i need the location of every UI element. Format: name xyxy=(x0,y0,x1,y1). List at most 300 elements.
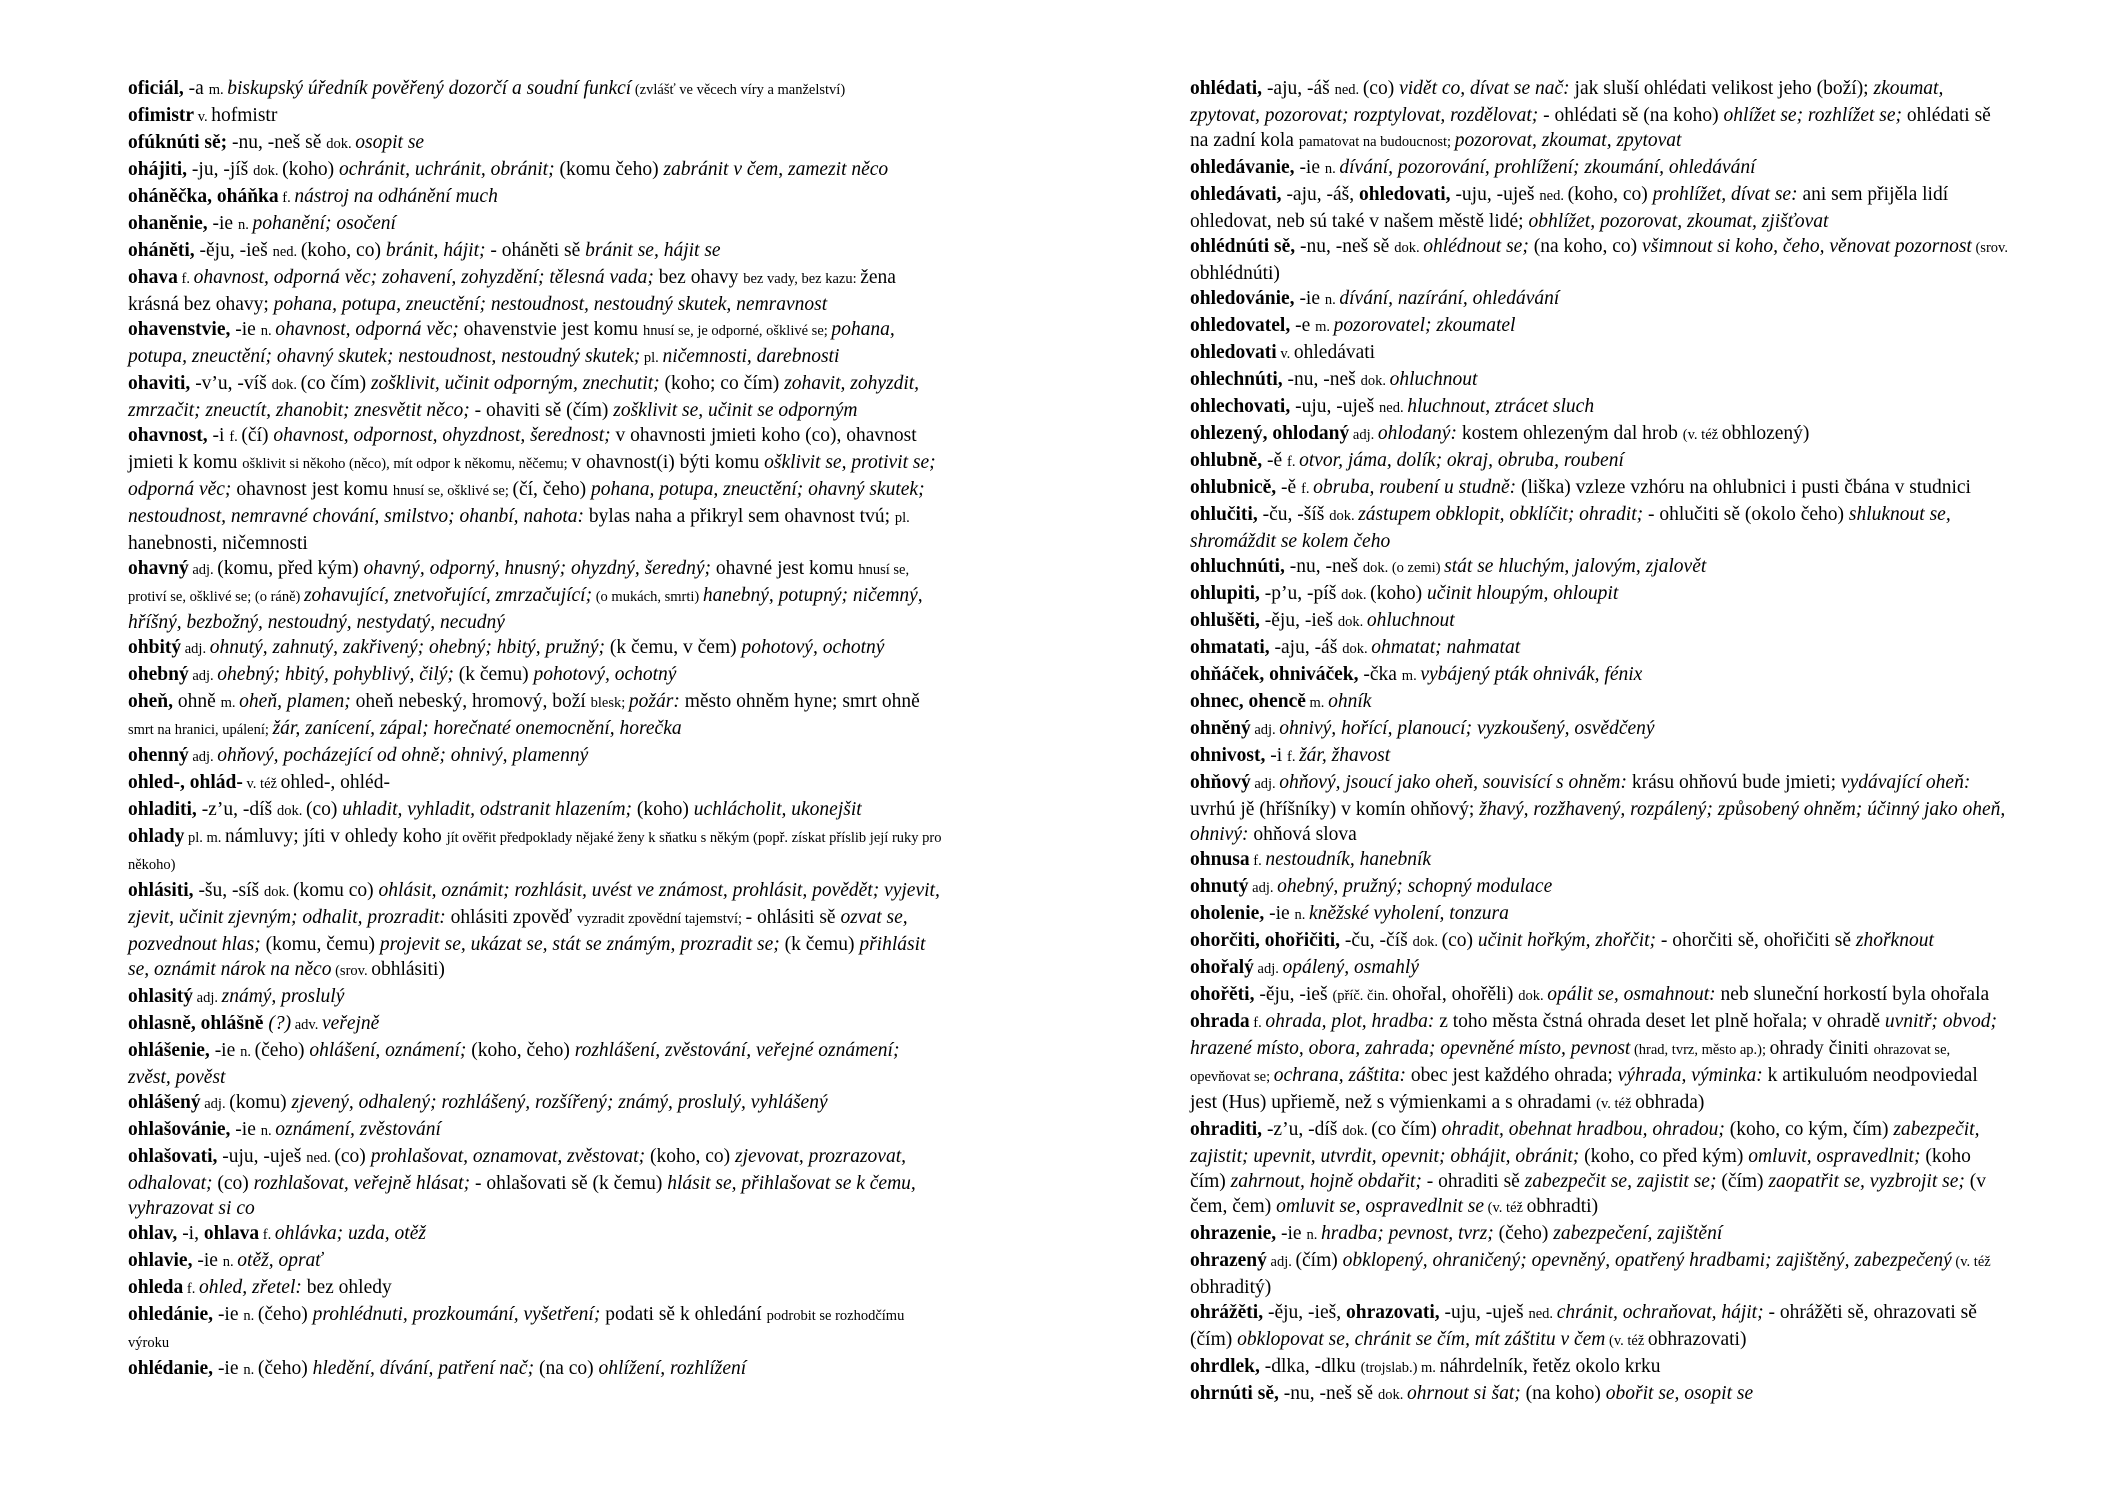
entry-definition: uchlácholit, ukonejšit xyxy=(693,799,862,820)
entry-definition: zohavující, znetvořující, zmrzačující; xyxy=(303,585,593,606)
dictionary-entry xyxy=(128,317,946,371)
entry-label: f. xyxy=(259,1227,275,1243)
entry-label: ned. xyxy=(1334,82,1363,98)
entry-label: podrobit se rozhodčímu výroku xyxy=(128,1308,905,1351)
entry-label: dok. xyxy=(1518,988,1548,1004)
dictionary-entry xyxy=(1190,475,2008,502)
entry-text: námluvy; jíti v ohledy koho xyxy=(225,826,447,847)
entry-text: (koho) xyxy=(1370,583,1428,604)
entry-text: -nu, -neš sě xyxy=(227,132,327,153)
entry-definition: ochrana, záštita: xyxy=(1273,1065,1406,1086)
entry-headword: ohavenstvie, xyxy=(128,319,231,340)
entry-headword: ohlašovánie, xyxy=(128,1119,231,1140)
entry-definition: ohňový, pocházející od ohně; ohnivý, plamenný xyxy=(217,745,589,766)
entry-headword: ohluchnúti, xyxy=(1190,556,1285,577)
entry-headword: ohlášenie, xyxy=(128,1040,210,1061)
entry-definition: hanebný, potupný; ničemný, hříšný, bezbožný, nestoudný, nestydatý, necudný xyxy=(128,585,923,633)
entry-headword: ohnivost, xyxy=(1190,745,1266,766)
entry-label: (v. též xyxy=(1682,427,1722,443)
entry-text: -nu, -neš sě xyxy=(1295,236,1395,257)
entry-definition: otvor, jáma, dolík; okraj, obruba, roubení xyxy=(1299,450,1624,471)
entry-headword: ohlupiti, xyxy=(1190,583,1260,604)
entry-label: (v. též xyxy=(1605,1333,1648,1349)
entry-text: (čí, čeho) xyxy=(512,479,591,500)
dictionary-entry xyxy=(1190,1354,2008,1381)
entry-definition: požár: xyxy=(628,691,680,712)
dictionary-entry xyxy=(1190,1381,2008,1408)
entry-headword: oholenie, xyxy=(1190,903,1265,924)
entry-text: obec jest každého ohrada; xyxy=(1405,1065,1618,1086)
entry-definition: zabezpečit, zajistit; upevnit, utvrdit, opevnit; obhájit, obránit; xyxy=(1190,1119,1980,1167)
entry-definition: ohebný; hbitý, pohyblivý, čilý; xyxy=(217,664,454,685)
entry-headword: oheň, xyxy=(128,691,173,712)
entry-definition: zkoumat, zpytovat, pozorovat; rozptylovat, rozdělovat; xyxy=(1190,78,1944,126)
entry-label: pl. xyxy=(640,350,663,366)
dictionary-entry xyxy=(128,635,946,662)
entry-label: dok. xyxy=(1412,934,1442,950)
entry-text: (k čemu) xyxy=(453,664,534,685)
entry-label: adj. xyxy=(1250,722,1280,738)
entry-label: smrt na hranici, upálení; xyxy=(128,722,273,738)
entry-text: - ohrážěti sě, ohrazovati sě (čím) xyxy=(1190,1302,1977,1350)
entry-headword: ohlava xyxy=(203,1223,260,1244)
entry-headword: ohrážěti, xyxy=(1190,1302,1264,1323)
entry-definition: oznámení, zvěstování xyxy=(275,1119,441,1140)
entry-definition: oheň, plamen; xyxy=(239,691,351,712)
entry-definition: kněžské vyholení, tonzura xyxy=(1309,903,1509,924)
entry-text: neb sluneční horkostí byla ohořala xyxy=(1715,984,1990,1005)
entry-headword: ohněný xyxy=(1190,718,1251,739)
entry-definition: ohavnost, odporná věc; zohavení, zohyzdění; tělesná vada; xyxy=(193,267,654,288)
dictionary-entry xyxy=(1190,421,2008,448)
dictionary-entry xyxy=(1190,901,2008,928)
entry-label: m. xyxy=(208,82,228,98)
entry-headword: ohebný xyxy=(128,664,189,685)
entry-definition: ohrada, plot, hradba: xyxy=(1265,1011,1435,1032)
entry-text: ohledávati xyxy=(1293,342,1376,363)
entry-definition: ohnutý, zahnutý, zakřivený; ohebný; hbitý, pružný; xyxy=(209,637,606,658)
entry-definition: ohlásit, oznámit; rozhlásit, uvést ve známost, prohlásit, povědět; vyjevit, zjevit, učinit zjevným; odhalit, prozradit: xyxy=(128,880,940,928)
entry-definition: ozvat se, pozvednout hlas; xyxy=(128,907,908,955)
entry-headword: ohledovánie, xyxy=(1190,288,1295,309)
entry-definition: pohotový, ochotný xyxy=(533,664,677,685)
dictionary-entry xyxy=(128,1038,946,1090)
entry-text: ani sem přijěla lidí ohledovat, neb sú také v našem městě lidé; xyxy=(1190,184,1949,232)
dictionary-entry xyxy=(128,423,946,556)
entry-text: -ie xyxy=(207,213,238,234)
entry-headword: ohavnost, xyxy=(128,425,208,446)
entry-label: f. xyxy=(1286,454,1300,470)
entry-definition: pozorovatel; zkoumatel xyxy=(1333,315,1516,336)
entry-text: -aju, -áš, xyxy=(1281,184,1359,205)
entry-text: obhlásiti) xyxy=(371,959,445,980)
entry-text: (koho, čeho) xyxy=(466,1040,575,1061)
entry-headword: ohledovati, xyxy=(1359,184,1451,205)
entry-text: podati sě k ohledání xyxy=(600,1304,767,1325)
entry-label: dok. xyxy=(1337,614,1367,630)
entry-text: (liška) vzleze vzhóru na ohlubnici i pusti čbána v studnici xyxy=(1516,477,1971,498)
entry-text: (koho) xyxy=(282,159,340,180)
entry-headword: ohledánie, xyxy=(128,1304,214,1325)
entry-label: adj. xyxy=(188,668,218,684)
entry-label: v. xyxy=(194,109,212,125)
entry-text: -čka xyxy=(1358,664,1402,685)
entry-definition: ohlávka; uzda, otěž xyxy=(274,1223,426,1244)
entry-label: dok. xyxy=(1342,1123,1372,1139)
entry-text: -z’u, -díš xyxy=(196,799,277,820)
entry-headword: ohlašovati, xyxy=(128,1146,218,1167)
entry-definition: uhladit, vyhladit, odstranit hlazením; xyxy=(342,799,633,820)
entry-definition: žár, žhavost xyxy=(1299,745,1391,766)
entry-text: -ie xyxy=(213,1358,244,1379)
entry-definition: přihlásit se, oznámit nárok na něco xyxy=(128,934,926,980)
entry-headword: oháněčka, oháňka xyxy=(128,186,279,207)
entry-label: f. xyxy=(177,271,194,287)
dictionary-entry xyxy=(128,797,946,824)
entry-definition: obhlížet, pozorovat, zkoumat, zjišťovat xyxy=(1528,211,1829,232)
entry-headword: ohava xyxy=(128,267,178,288)
left-column xyxy=(128,76,946,1383)
entry-definition: veřejně xyxy=(321,1013,380,1034)
entry-label: adj. xyxy=(1349,427,1378,443)
entry-label: ošklivit si někoho (něco), mít odpor k někomu, něčemu; xyxy=(242,456,572,472)
entry-text: obhlédnúti) xyxy=(1190,263,1280,284)
entry-label: n. xyxy=(1324,292,1340,308)
entry-headword: ohlechovati, xyxy=(1190,396,1291,417)
entry-definition: ohlížet se; rozhlížet se; xyxy=(1723,105,1902,126)
entry-definition: ohradit, obehnat hradbou, ohradou; xyxy=(1441,1119,1725,1140)
entry-definition: učinit hořkým, zhořčit; xyxy=(1477,930,1657,951)
dictionary-entry xyxy=(128,211,946,238)
dictionary-entry xyxy=(1190,340,2008,367)
entry-definition: zabránit v čem, zamezit něco xyxy=(663,159,889,180)
entry-definition: chránit, ochraňovat, hájit; xyxy=(1556,1302,1764,1323)
entry-text: - ohorčiti sě, ohořičiti sě xyxy=(1656,930,1856,951)
dictionary-entry xyxy=(128,157,946,184)
entry-text: (koho) xyxy=(632,799,694,820)
entry-text: -ě xyxy=(1276,477,1302,498)
entry-headword: ohňáček, ohniváček, xyxy=(1190,664,1359,685)
entry-text: (komu, čemu) xyxy=(260,934,380,955)
entry-text: (koho čím) xyxy=(1190,1146,1971,1192)
entry-label: pl. m. xyxy=(184,830,226,846)
entry-text: -ie xyxy=(230,319,261,340)
entry-label: adj. xyxy=(188,562,218,578)
entry-label: n. xyxy=(1294,907,1310,923)
entry-headword: ohlučiti, xyxy=(1190,504,1258,525)
entry-label: adj. xyxy=(193,990,222,1006)
entry-headword: ohňový xyxy=(1190,772,1251,793)
entry-definition: pohotový, ochotný xyxy=(741,637,885,658)
entry-text: žena krásná bez ohavy; xyxy=(128,267,896,315)
entry-label: hnusí se, protiví se, ošklivé se; (o ráně) xyxy=(128,562,910,605)
entry-text: -dlka, -dlku xyxy=(1259,1356,1361,1377)
entry-text: -ie xyxy=(1276,1223,1307,1244)
entry-text: -e xyxy=(1290,315,1316,336)
entry-text: (co čím) xyxy=(300,373,371,394)
entry-text: -ěju, -ieš xyxy=(1259,610,1338,631)
entry-text: -uju, -uješ xyxy=(1450,184,1540,205)
entry-text: kostem ohlezeným dal hrob xyxy=(1456,423,1683,444)
entry-definition: rozhlašovat, veřejně hlásat; xyxy=(253,1173,471,1194)
entry-text: hofmistr xyxy=(211,105,278,126)
entry-label: dok. xyxy=(1377,1387,1407,1403)
entry-label: adj. xyxy=(200,1096,230,1112)
entry-definition: obklopovat se, chránit se čím, mít záštitu v čem xyxy=(1237,1329,1606,1350)
entry-text: (čí) xyxy=(241,425,274,446)
entry-headword: ohled-, ohlád- xyxy=(128,772,243,793)
entry-label: (v. též xyxy=(1596,1096,1636,1112)
entry-headword: ohlédanie, xyxy=(128,1358,214,1379)
dictionary-entry xyxy=(128,1248,946,1275)
entry-headword: ohbitý xyxy=(128,637,182,658)
dictionary-entry xyxy=(1190,76,2008,155)
entry-text: - ohaviti sě (čím) xyxy=(469,400,614,421)
entry-text: ohlédati sě na zadní kola xyxy=(1190,105,1991,151)
entry-label: v. xyxy=(1276,346,1294,362)
entry-label: (příč. čin. xyxy=(1332,988,1393,1004)
right-column xyxy=(1190,76,2008,1408)
entry-headword: ohrazovati, xyxy=(1345,1302,1440,1323)
entry-label: dok. xyxy=(1394,240,1424,256)
entry-headword: ohaviti, xyxy=(128,373,191,394)
entry-text: (co) xyxy=(305,799,343,820)
entry-label: pamatovat na budoucnost; xyxy=(1298,134,1455,150)
entry-definition: rozhlášení, zvěstování, veřejné oznámení; zvěst, pověst xyxy=(128,1040,900,1088)
entry-headword: ofimistr xyxy=(128,105,195,126)
dictionary-entry xyxy=(128,1221,946,1248)
dictionary-entry xyxy=(128,1275,946,1302)
entry-label: (srov. xyxy=(331,963,372,979)
entry-definition: ochránit, uchránit, obránit; xyxy=(339,159,555,180)
entry-text: krásu ohňovú bude jmieti; xyxy=(1626,772,1841,793)
entry-text: ohled-, ohléd- xyxy=(280,772,390,793)
entry-definition: ničemnosti, darebnosti xyxy=(662,346,840,367)
entry-text: ohavné jest komu xyxy=(711,558,859,579)
entry-headword: ohledovati xyxy=(1190,342,1277,363)
entry-headword: ohnutý xyxy=(1190,876,1249,897)
entry-label: f. xyxy=(229,429,242,445)
entry-text: (koho, co před kým) xyxy=(1579,1146,1749,1167)
entry-text: - ohlašovati sě (k čemu) xyxy=(470,1173,668,1194)
entry-text: -ie xyxy=(1264,903,1295,924)
entry-text: (na koho) xyxy=(1520,1383,1606,1404)
entry-definition: zástupem obklopit, obklíčit; ohradit; xyxy=(1358,504,1644,525)
entry-text: (komu) xyxy=(229,1092,292,1113)
entry-label: adj. xyxy=(1266,1254,1296,1270)
entry-text: -ěju, -ieš xyxy=(194,240,273,261)
entry-headword: ohrada xyxy=(1190,1011,1250,1032)
entry-text: obhraditý) xyxy=(1190,1277,1272,1298)
entry-definition: zohavit, zohyzdit, zmrzačit; zneuctít, zhanobit; znesvětit něco; xyxy=(128,373,920,421)
entry-text: -ěju, -ieš, xyxy=(1263,1302,1346,1323)
entry-text: ohavnost jest komu xyxy=(231,479,393,500)
dictionary-entry xyxy=(1190,502,2008,554)
entry-text: (na koho, co) xyxy=(1528,236,1643,257)
entry-label: dok. xyxy=(1360,373,1390,389)
entry-definition: všimnout si koho, čeho, věnovat pozornost xyxy=(1642,236,1972,257)
entry-text: z toho města čstná ohrada deset let plně hořala; v ohradě xyxy=(1434,1011,1885,1032)
dictionary-entry xyxy=(128,984,946,1011)
entry-headword: ohořěti, xyxy=(1190,984,1255,1005)
entry-headword: ohlédati, xyxy=(1190,78,1263,99)
dictionary-entry xyxy=(128,1144,946,1221)
entry-definition: ohrnout si šat; xyxy=(1406,1383,1521,1404)
entry-headword: ohnec, ohencě xyxy=(1190,691,1306,712)
entry-headword: ohlášený xyxy=(128,1092,201,1113)
entry-headword: ohledávanie, xyxy=(1190,157,1295,178)
entry-label: n. xyxy=(260,323,276,339)
dictionary-entry xyxy=(1190,1117,2008,1221)
dictionary-entry xyxy=(128,878,946,984)
entry-text: (co) xyxy=(1362,78,1400,99)
entry-text: náhrdelník, řetěz okolo krku xyxy=(1439,1356,1661,1377)
dictionary-entry xyxy=(128,824,946,878)
entry-text: (koho; co čím) xyxy=(659,373,785,394)
entry-text: (co čím) xyxy=(1371,1119,1442,1140)
dictionary-entry xyxy=(128,265,946,317)
dictionary-entry xyxy=(128,238,946,265)
dictionary-entry xyxy=(128,184,946,211)
entry-text: -ie xyxy=(1294,288,1325,309)
entry-text: (v čem, čem) xyxy=(1190,1171,1986,1217)
entry-definition: opálený, osmahlý xyxy=(1282,957,1419,978)
entry-definition: hluchnout, ztrácet sluch xyxy=(1407,396,1595,417)
entry-text: (komu čeho) xyxy=(554,159,664,180)
entry-label: ned. xyxy=(306,1150,335,1166)
entry-definition: pohana, potupa, zneuctění; nestoudnost, nestoudný skutek, nemravnost xyxy=(273,294,828,315)
entry-text: v ohavnosti jmieti koho (co), ohavnost jmieti k komu xyxy=(128,425,917,473)
entry-definition: ohlášení, oznámení; xyxy=(309,1040,467,1061)
entry-definition: pohanění; osočení xyxy=(252,213,396,234)
entry-text: jak sluší ohlédati velikost jeho (boží); xyxy=(1569,78,1874,99)
entry-label: m. xyxy=(1305,695,1329,711)
entry-definition: otěž, oprať xyxy=(237,1250,323,1271)
entry-text: -ču, -šíš xyxy=(1257,504,1330,525)
dictionary-entry xyxy=(128,689,946,743)
entry-headword: ohmatati, xyxy=(1190,637,1270,658)
entry-label: dok. xyxy=(1329,508,1359,524)
entry-headword: ohleda xyxy=(128,1277,184,1298)
dictionary-entry xyxy=(1190,155,2008,182)
entry-definition: ohlížení, rozhlížení xyxy=(598,1358,747,1379)
entry-label: ohrazovat se, opevňovat se; xyxy=(1190,1042,1951,1085)
entry-definition: bránit se, hájit se xyxy=(585,240,721,261)
entry-label: (srov. xyxy=(1971,240,2008,256)
entry-label: n. xyxy=(1324,161,1340,177)
entry-definition: ohnivý, hořící, planoucí; vyzkoušený, osvědčený xyxy=(1279,718,1655,739)
dictionary-entry xyxy=(1190,662,2008,689)
entry-definition: omluvit se, ospravedlnit se xyxy=(1276,1196,1485,1217)
entry-text: bez ohledy xyxy=(301,1277,392,1298)
entry-text: -i xyxy=(207,425,230,446)
dictionary-entry xyxy=(128,76,946,103)
entry-label: adv. xyxy=(291,1017,322,1033)
entry-headword: ohorčiti, ohořičiti, xyxy=(1190,930,1341,951)
entry-definition: vidět co, dívat se nač: xyxy=(1399,78,1570,99)
entry-text: -aju, -áš xyxy=(1262,78,1335,99)
dictionary-entry xyxy=(1190,847,2008,874)
entry-label: f. xyxy=(1287,749,1300,765)
entry-definition: biskupský úředník pověřený dozorčí a soudní funkcí xyxy=(227,78,632,99)
entry-definition: uvnitř; obvod; hrazené místo, obora, zahrada; opevněné místo, pevnost xyxy=(1190,1011,1997,1059)
dictionary-entry xyxy=(128,662,946,689)
entry-text: bez ohavy xyxy=(653,267,744,288)
entry-label: dok. xyxy=(276,803,306,819)
entry-label: f. xyxy=(1249,1015,1266,1031)
entry-definition: pohana, potupa, zneuctění; ohavný skutek; nestoudnost, nemravné chování, smilstvo; ohanbí, nahota: xyxy=(128,479,925,527)
entry-text: -ie xyxy=(1294,157,1325,178)
entry-text: -nu, -neš xyxy=(1282,369,1361,390)
entry-text: (komu co) xyxy=(292,880,379,901)
entry-label: n. xyxy=(1306,1227,1321,1243)
entry-definition: ohňový, jsoucí jako oheň, souvisící s ohněm: xyxy=(1279,772,1627,793)
dictionary-entry xyxy=(1190,286,2008,313)
entry-definition: ošklivit se, protivit se; odporná věc; xyxy=(128,452,936,500)
entry-definition: výhrada, výminka: xyxy=(1617,1065,1763,1086)
entry-headword: ohladiti, xyxy=(128,799,197,820)
entry-definition: obruba, roubení u studně: xyxy=(1313,477,1517,498)
entry-label: ned. xyxy=(1528,1306,1557,1322)
entry-definition: známý, proslulý xyxy=(221,986,345,1007)
entry-definition: ohlodaný: xyxy=(1377,423,1457,444)
entry-label: (trojslab.) m. xyxy=(1360,1360,1440,1376)
entry-definition: shluknout se, shromáždit se kolem čeho xyxy=(1190,504,1951,552)
entry-headword: ohlezený, ohlodaný xyxy=(1190,423,1350,444)
entry-definition: prohlédnuti, prozkoumání, vyšetření; xyxy=(312,1304,601,1325)
entry-definition: projevit se, ukázat se, stát se známým, prozradit se; xyxy=(379,934,780,955)
entry-headword: ohledávati, xyxy=(1190,184,1282,205)
entry-headword: ohlasitý xyxy=(128,986,194,1007)
entry-text: -ie xyxy=(192,1250,223,1271)
entry-label: adj. xyxy=(188,749,218,765)
entry-label: dok. xyxy=(1342,641,1372,657)
entry-text: (co) xyxy=(334,1146,371,1167)
entry-headword: ohlédnúti sě, xyxy=(1190,236,1296,257)
entry-text: (čím) xyxy=(1716,1171,1769,1192)
entry-definition: žár, zanícení, zápal; horečnaté onemocnění, horečka xyxy=(272,718,682,739)
entry-headword: ohrdlek, xyxy=(1190,1356,1260,1377)
entry-label: n. xyxy=(237,217,253,233)
entry-headword: ohrnúti sě, xyxy=(1190,1383,1279,1404)
dictionary-entry xyxy=(128,103,946,130)
entry-definition: ohavný, odporný, hnusný; ohyzdný, šeredný; xyxy=(363,558,712,579)
entry-definition: pohana, potupa, zneuctění; ohavný skutek; nestoudnost, nestoudný skutek; xyxy=(128,319,895,367)
entry-label: dok. xyxy=(326,136,356,152)
dictionary-entry xyxy=(1190,1248,2008,1300)
entry-label: f. xyxy=(1249,853,1266,869)
entry-definition: ohník xyxy=(1328,691,1372,712)
dictionary-entry xyxy=(128,1117,946,1144)
entry-label: pl. xyxy=(894,510,910,526)
entry-text: -i, xyxy=(177,1223,204,1244)
entry-headword: ofúknúti sě; xyxy=(128,132,228,153)
entry-text: -i xyxy=(1265,745,1287,766)
entry-label: m. xyxy=(1315,319,1334,335)
entry-label: (hrad, tvrz, město ap.); xyxy=(1630,1042,1770,1058)
entry-text: (čeho) xyxy=(257,1304,313,1325)
entry-definition: ohavnost, odpornost, ohyzdnost, šerednost; xyxy=(273,425,611,446)
dictionary-entry xyxy=(128,556,946,635)
entry-text: v ohavnost(i) býti komu xyxy=(571,452,765,473)
entry-definition: obklopený, ohraničený; opevněný, opatřený hradbami; zajištěný, zabezpečený xyxy=(1342,1250,1952,1271)
dictionary-entry xyxy=(1190,448,2008,475)
entry-definition: ohluchnout xyxy=(1389,369,1478,390)
dictionary-entry xyxy=(1190,770,2008,847)
entry-label: f. xyxy=(1301,481,1314,497)
entry-text: ohořal, ohořěli) xyxy=(1392,984,1519,1005)
dictionary-entry xyxy=(1190,581,2008,608)
